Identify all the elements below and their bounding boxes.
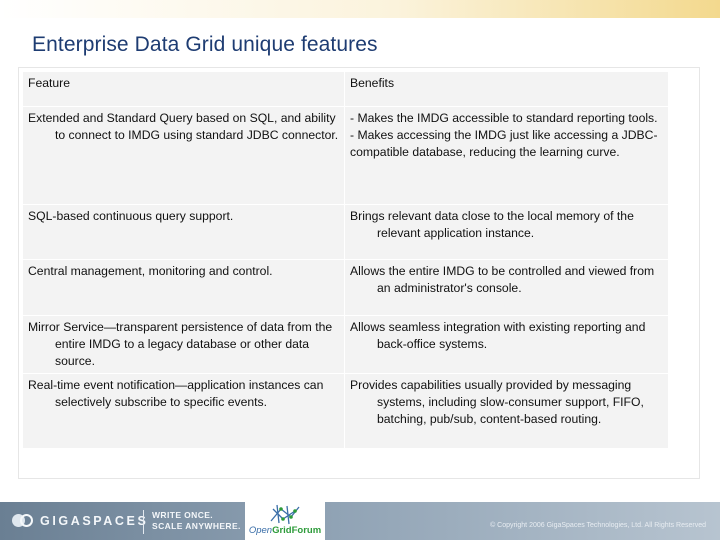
benefit-text: Brings relevant data close to the local memory of the relevant application instance. [350,209,634,240]
feature-text [28,110,339,144]
table-row [23,260,669,316]
feature-cell [23,260,345,316]
feature-name: Central management, monitoring and control. [28,264,273,278]
benefit-cell [345,316,669,374]
feature-description: based on SQL, and ability to connect to IMDG using standard JDBC connector. [55,111,339,142]
header-gradient-band [0,0,720,18]
feature-text [28,319,339,370]
feature-cell [23,107,345,205]
header-feature: Feature [23,72,345,107]
feature-name: Extended and Standard Query [28,111,193,125]
gigaspaces-logo-icon [12,512,34,530]
benefit-text: Allows the entire IMDG to be controlled and viewed from an administrator's console. [350,264,655,295]
ogf-wordmark [245,525,325,536]
benefit-line: - Makes the IMDG accessible to standard reporting tools. [350,111,658,125]
feature-description: —application instances can selectively subscribe to specific events. [55,378,324,409]
ogf-word-gridforum: GridForum [272,525,322,536]
grid-mesh-icon [267,503,303,527]
feature-description: —transparent persistence of data from the entire IMDG to a legacy database or other data source. [55,320,333,368]
header-benefits: Benefits [345,72,669,107]
benefit-text: Allows seamless integration with existing reporting and back-office systems. [350,320,646,351]
table-header-row [23,72,669,107]
table-row [23,374,669,449]
table-row [23,205,669,260]
table-row [23,107,669,205]
feature-cell [23,205,345,260]
benefit-line: - Makes accessing the IMDG just like accessing a JDBC-compatible database, reducing the learning curve. [350,128,658,159]
feature-name: Real-time event notification [28,378,175,392]
benefit-cell [345,374,669,449]
copyright-notice: © Copyright 2006 GigaSpaces Technologies, Ltd. All Rights Reserved [490,522,706,529]
benefit-text: Provides capabilities usually provided by messaging systems, including slow-consumer support, FIFO, batching, pub/sub, content-based routing. [350,378,644,426]
tagline-line: SCALE ANYWHERE. [152,521,241,531]
benefit-cell [345,205,669,260]
feature-text [28,263,339,280]
features-table [22,71,669,449]
logo-text: GIGASPACES [40,514,149,528]
ogf-word-open: Open [248,525,273,536]
feature-name: SQL-based continuous query support. [28,209,234,223]
tagline-line: WRITE ONCE. [152,510,214,520]
feature-name: Mirror Service [28,320,104,334]
feature-text [28,377,339,411]
open-grid-forum-logo [245,501,325,540]
feature-text [28,208,339,225]
benefit-cell [345,107,669,205]
footer-bar [0,502,720,540]
benefit-cell [345,260,669,316]
feature-cell [23,316,345,374]
gigaspaces-logo [12,512,148,530]
table-row [23,316,669,374]
feature-cell [23,374,345,449]
tagline [143,510,241,534]
slide-title: Enterprise Data Grid unique features [32,33,378,56]
